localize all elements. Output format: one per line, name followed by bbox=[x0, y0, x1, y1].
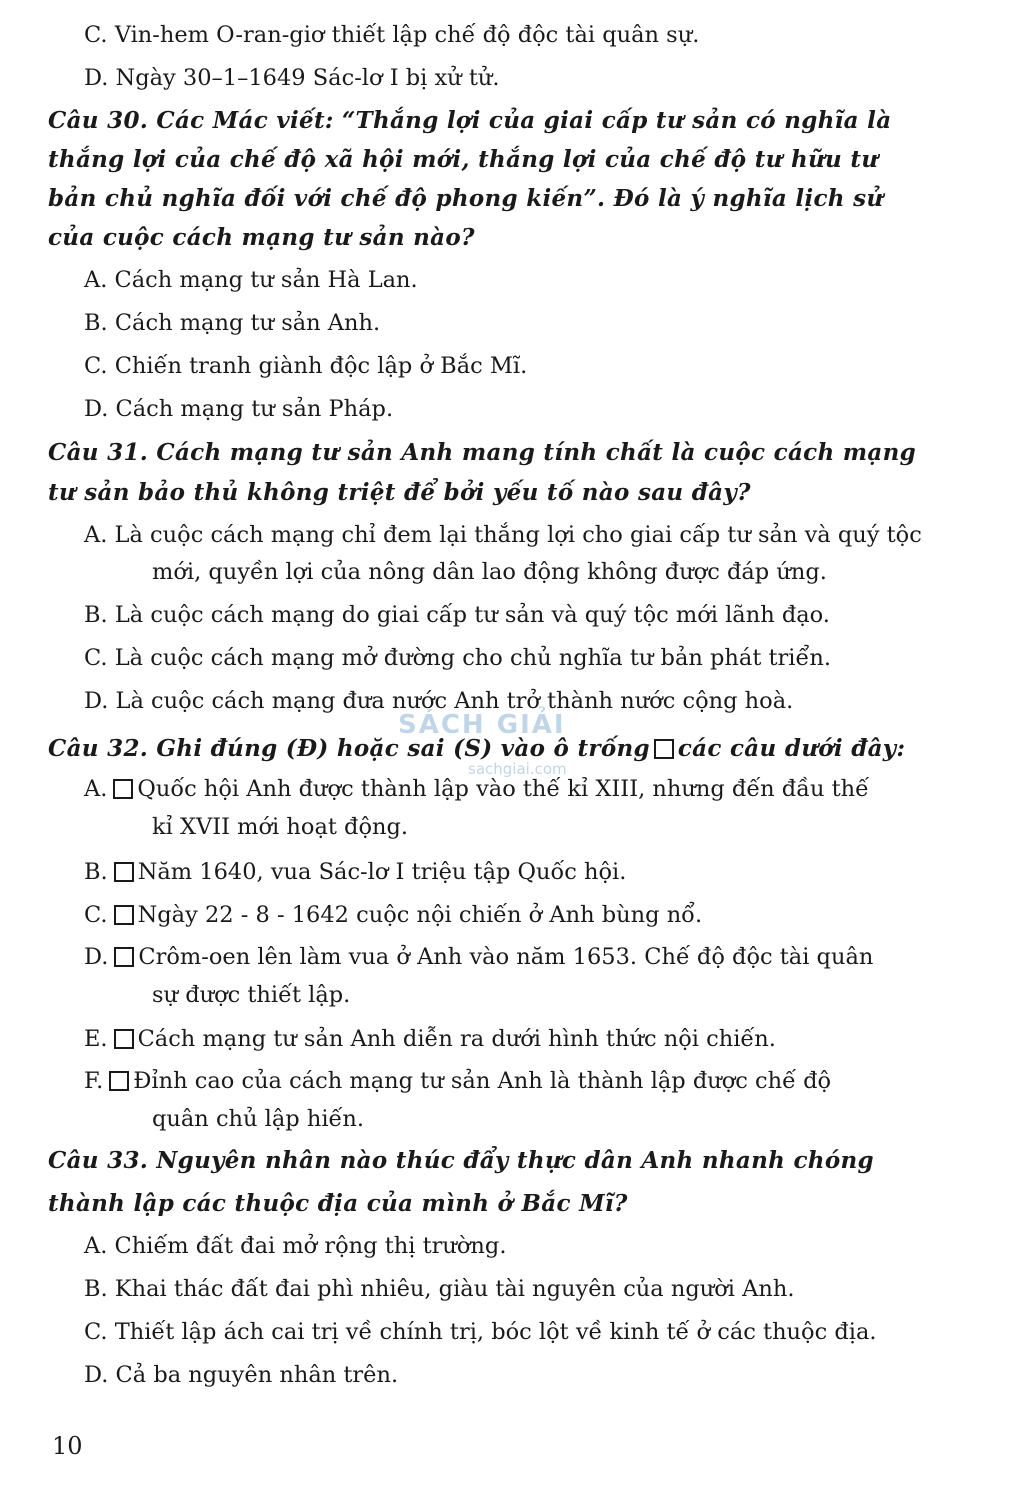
checkbox-square-icon[interactable] bbox=[113, 779, 133, 799]
question-line: Câu 30. Các Mác viết: “Thắng lợi của giai cấp tư sản có nghĩa là bbox=[48, 107, 892, 134]
item-text-continued: quân chủ lập hiến. bbox=[152, 1106, 365, 1132]
true-false-item bbox=[84, 900, 702, 930]
answer-option: C. Chiến tranh giành độc lập ở Bắc Mĩ. bbox=[84, 353, 528, 379]
answer-option: B. Khai thác đất đai phì nhiêu, giàu tài nguyên của người Anh. bbox=[84, 1276, 795, 1302]
true-false-item bbox=[84, 942, 873, 972]
item-letter: A. bbox=[84, 776, 108, 802]
item-text: Quốc hội Anh được thành lập vào thế kỉ XIII, nhưng đến đầu thế bbox=[137, 776, 870, 802]
watermark-text: SÁCH GIẢI bbox=[398, 710, 566, 740]
item-text-continued: sự được thiết lập. bbox=[152, 982, 351, 1008]
true-false-item bbox=[84, 1066, 831, 1096]
question-line: thành lập các thuộc địa của mình ở Bắc Mĩ? bbox=[48, 1190, 628, 1217]
answer-option: C. Thiết lập ách cai trị về chính trị, bóc lột về kinh tế ở các thuộc địa. bbox=[84, 1319, 877, 1345]
question-32-prefix: Câu 32. Ghi đúng (Đ) hoặc sai (S) vào ô trống bbox=[48, 735, 650, 762]
answer-option: B. Cách mạng tư sản Anh. bbox=[84, 310, 381, 336]
answer-option: B. Là cuộc cách mạng do giai cấp tư sản và quý tộc mới lãnh đạo. bbox=[84, 602, 830, 628]
page-number: 10 bbox=[52, 1432, 83, 1460]
answer-option: D. Ngày 30–1–1649 Sác-lơ I bị xử tử. bbox=[84, 65, 500, 91]
answer-option: C. Là cuộc cách mạng mở đường cho chủ nghĩa tư bản phát triển. bbox=[84, 645, 831, 671]
answer-option: D. Là cuộc cách mạng đưa nước Anh trở thành nước cộng hoà. bbox=[84, 688, 794, 714]
answer-option: A. Là cuộc cách mạng chỉ đem lại thắng lợi cho giai cấp tư sản và quý tộc bbox=[84, 522, 922, 548]
item-text: Crôm-oen lên làm vua ở Anh vào năm 1653. Chế độ độc tài quân bbox=[138, 944, 874, 970]
item-text-continued: kỉ XVII mới hoạt động. bbox=[152, 814, 409, 840]
true-false-item bbox=[84, 857, 626, 887]
question-32-suffix: các câu dưới đây: bbox=[677, 735, 906, 762]
question-32-heading bbox=[48, 734, 905, 764]
item-letter: C. bbox=[84, 902, 108, 928]
item-text: Năm 1640, vua Sác-lơ I triệu tập Quốc hội. bbox=[137, 859, 627, 885]
item-letter: D. bbox=[84, 944, 109, 970]
true-false-item bbox=[84, 774, 869, 804]
question-line: tư sản bảo thủ không triệt để bởi yếu tố nào sau đây? bbox=[48, 479, 751, 506]
answer-option: A. Cách mạng tư sản Hà Lan. bbox=[84, 267, 418, 293]
answer-option: C. Vin-hem O-ran-giơ thiết lập chế độ độc tài quân sự. bbox=[84, 22, 700, 48]
checkbox-square-icon[interactable] bbox=[114, 1029, 134, 1049]
question-line: thắng lợi của chế độ xã hội mới, thắng lợi của chế độ tư hữu tư bbox=[48, 146, 879, 173]
item-letter: B. bbox=[84, 859, 108, 885]
checkbox-square-icon[interactable] bbox=[114, 862, 134, 882]
watermark-url: sachgiai.com bbox=[468, 760, 567, 778]
item-letter: E. bbox=[84, 1026, 108, 1052]
question-line: Câu 33. Nguyên nhân nào thúc đẩy thực dân Anh nhanh chóng bbox=[48, 1147, 874, 1174]
item-text: Cách mạng tư sản Anh diễn ra dưới hình thức nội chiến. bbox=[137, 1026, 776, 1052]
question-line: Câu 31. Cách mạng tư sản Anh mang tính chất là cuộc cách mạng bbox=[48, 439, 917, 466]
answer-option: mới, quyền lợi của nông dân lao động không được đáp ứng. bbox=[152, 559, 827, 585]
answer-box-icon bbox=[654, 739, 674, 759]
answer-option: A. Chiếm đất đai mở rộng thị trường. bbox=[84, 1233, 507, 1259]
true-false-item bbox=[84, 1024, 776, 1054]
item-text: Ngày 22 - 8 - 1642 cuộc nội chiến ở Anh bùng nổ. bbox=[137, 902, 703, 928]
question-line: của cuộc cách mạng tư sản nào? bbox=[48, 224, 475, 251]
checkbox-square-icon[interactable] bbox=[114, 905, 134, 925]
checkbox-square-icon[interactable] bbox=[109, 1071, 129, 1091]
item-letter: F. bbox=[84, 1068, 104, 1094]
answer-option: D. Cả ba nguyên nhân trên. bbox=[84, 1362, 399, 1388]
question-line: bản chủ nghĩa đối với chế độ phong kiến”. Đó là ý nghĩa lịch sử bbox=[48, 185, 884, 212]
item-text: Đỉnh cao của cách mạng tư sản Anh là thành lập được chế độ bbox=[133, 1068, 832, 1094]
answer-option: D. Cách mạng tư sản Pháp. bbox=[84, 396, 394, 422]
checkbox-square-icon[interactable] bbox=[114, 947, 134, 967]
